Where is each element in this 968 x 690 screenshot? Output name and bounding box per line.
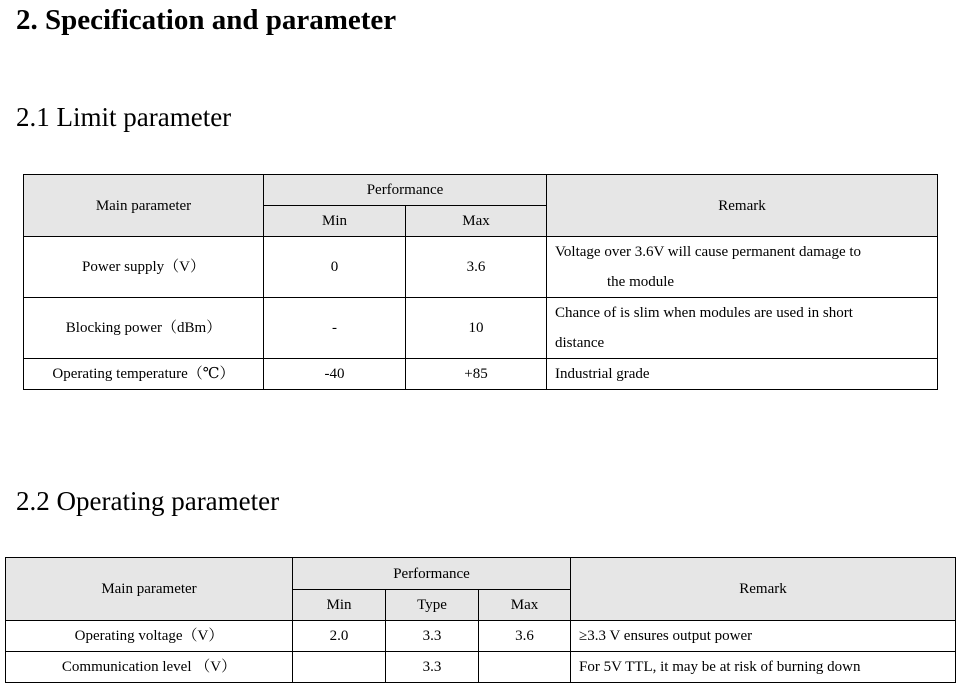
max-cell: 3.6 (479, 621, 571, 652)
header-main-parameter: Main parameter (24, 175, 264, 237)
remark-cell: For 5V TTL, it may be at risk of burning down (571, 652, 956, 683)
header-performance: Performance (264, 175, 547, 206)
min-cell: -40 (264, 359, 406, 390)
min-cell (293, 652, 386, 683)
table-row (6, 652, 956, 683)
remark-line: distance (555, 335, 605, 351)
remark-cell (547, 237, 938, 298)
remark-cell: ≥3.3 V ensures output power (571, 621, 956, 652)
type-cell: 3.3 (386, 652, 479, 683)
remark-cell: Industrial grade (547, 359, 938, 390)
param-cell: Power supply（V） (24, 237, 264, 298)
remark-line: Chance of is slim when modules are used in short (555, 305, 853, 321)
param-cell: Operating voltage（V） (6, 621, 293, 652)
limit-parameter-heading: 2.1 Limit parameter (16, 102, 232, 132)
max-cell (479, 652, 571, 683)
header-remark: Remark (547, 175, 938, 237)
header-remark: Remark (571, 558, 956, 621)
table-row (24, 359, 938, 390)
operating-parameter-heading: 2.2 Operating parameter (16, 486, 280, 516)
max-cell: 3.6 (406, 237, 547, 298)
table-row (24, 237, 938, 298)
header-main-parameter: Main parameter (6, 558, 293, 621)
header-max: Max (479, 590, 571, 621)
min-cell: 2.0 (293, 621, 386, 652)
param-cell: Operating temperature（℃） (24, 359, 264, 390)
param-cell: Blocking power（dBm） (24, 298, 264, 359)
section-title: 2. Specification and parameter (16, 4, 397, 36)
remark-line: Voltage over 3.6V will cause permanent damage to (555, 244, 862, 260)
operating-parameter-table (5, 557, 956, 683)
header-max: Max (406, 206, 547, 237)
min-cell: - (264, 298, 406, 359)
table-row (6, 621, 956, 652)
remark-cell (547, 298, 938, 359)
header-performance: Performance (293, 558, 571, 590)
limit-parameter-table (23, 174, 938, 390)
min-cell: 0 (264, 237, 406, 298)
header-type: Type (386, 590, 479, 621)
max-cell: +85 (406, 359, 547, 390)
type-cell: 3.3 (386, 621, 479, 652)
header-min: Min (264, 206, 406, 237)
param-cell: Communication level （V） (6, 652, 293, 683)
table-row (24, 298, 938, 359)
header-min: Min (293, 590, 386, 621)
remark-line: the module (607, 274, 675, 290)
max-cell: 10 (406, 298, 547, 359)
